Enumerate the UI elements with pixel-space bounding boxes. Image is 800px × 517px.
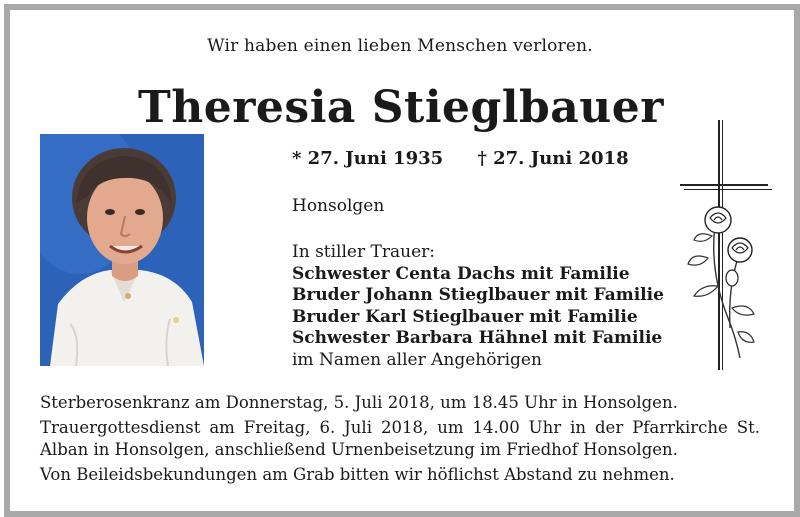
mourner-line: Schwester Barbara Hähnel mit Familie [292, 328, 663, 348]
home-town: Honsolgen [292, 196, 385, 216]
death-date: † 27. Juni 2018 [477, 148, 629, 169]
mourner-line: Bruder Karl Stieglbauer mit Familie [292, 306, 638, 327]
cross-with-roses-icon [678, 118, 774, 378]
obituary-content [10, 10, 794, 511]
rosary-notice: Sterberosenkranz am Donnerstag, 5. Juli 2018, um 18.45 Uhr in Honsolgen. [40, 393, 678, 412]
obituary-frame [4, 4, 800, 517]
portrait-illustration [40, 134, 204, 366]
life-dates [292, 148, 629, 169]
mourning-heading: In stiller Trauer: [292, 242, 435, 262]
mourner-line: Bruder Johann Stieglbauer mit Familie [292, 285, 664, 305]
service-notices [40, 392, 760, 489]
portrait-photo [40, 134, 204, 366]
mourners-block [292, 242, 664, 371]
funeral-service-notice: Trauergottesdienst am Freitag, 6. Juli 2018, um 14.00 Uhr in der Pfarrkirche St. Alban in Honsolgen, anschließend Urnenbeisetzung im Friedhof Honsolgen. [40, 418, 760, 459]
birth-date: * 27. Juni 1935 [292, 148, 444, 169]
mourning-closing: im Namen aller Angehörigen [292, 349, 542, 370]
mourner-line: Schwester Centa Dachs mit Familie [292, 263, 630, 284]
intro-line: Wir haben einen lieben Menschen verloren. [207, 36, 593, 56]
condolence-notice: Von Beileidsbekundungen am Grab bitten wir höflichst Abstand zu nehmen. [40, 465, 675, 484]
deceased-name: Theresia Stieglbauer [138, 82, 664, 133]
